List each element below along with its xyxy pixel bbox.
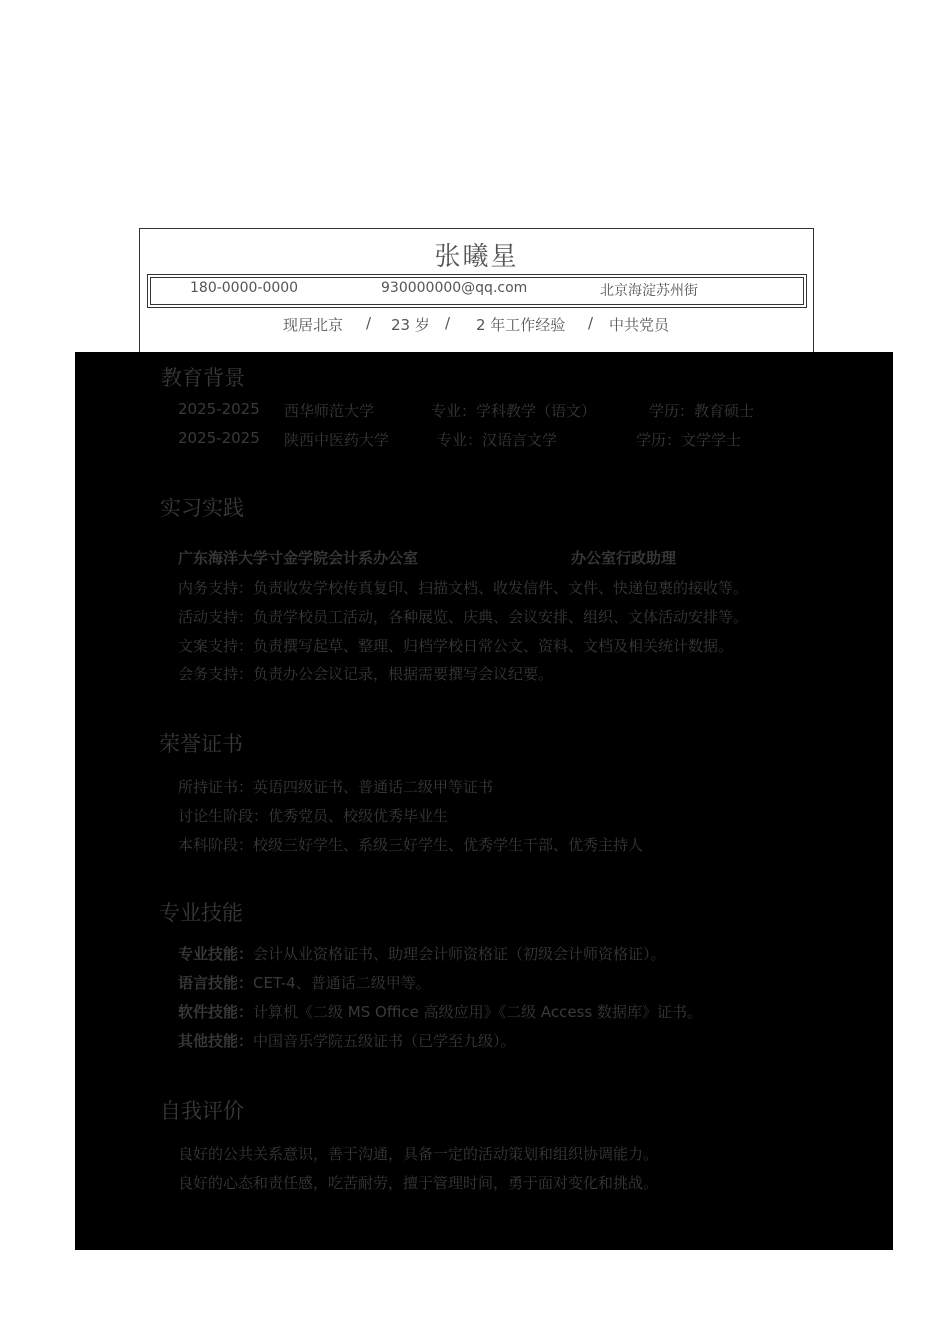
meta-separator: / (588, 314, 594, 332)
section-title-skills: 专业技能 (159, 901, 243, 925)
internship-line: 文案支持：负责撰写起草、整理、归档学校日常公文、资料、文档及相关统计数据。 (178, 637, 734, 655)
internship-org: 广东海洋大学寸金学院会计系办公室 (178, 549, 419, 567)
skill-label: 专业技能： (178, 945, 254, 963)
honor-line: 本科阶段：校级三好学生、系级三好学生、优秀学生干部、优秀主持人 (178, 836, 644, 854)
meta-party: 中共党员 (609, 316, 670, 334)
internship-role: 办公室行政助理 (571, 549, 677, 567)
meta-separator: / (366, 314, 372, 332)
meta-separator: / (445, 314, 451, 332)
skill-line (178, 972, 431, 993)
skill-label: 软件技能： (178, 1003, 254, 1021)
meta-age: 23 岁 (391, 316, 430, 334)
self-eval-line: 良好的心态和责任感，吃苦耐劳，擅于管理时间，勇于面对变化和挑战。 (178, 1174, 659, 1192)
edu-major: 专业：学科教学（语文） (431, 402, 597, 420)
edu-degree: 学历：文学学士 (636, 431, 742, 449)
section-title-self-evaluation: 自我评价 (160, 1099, 244, 1123)
edu-school: 西华师范大学 (284, 402, 375, 420)
skill-line (178, 1030, 516, 1051)
section-title-honors: 荣誉证书 (159, 732, 243, 756)
skill-label: 语言技能： (178, 974, 254, 992)
edu-years: 2025-2025 (178, 429, 260, 447)
section-title-internship: 实习实践 (160, 496, 244, 520)
skill-line (178, 943, 666, 964)
skill-label: 其他技能： (178, 1032, 254, 1050)
self-eval-line: 良好的公共关系意识，善于沟通，具备一定的活动策划和组织协调能力。 (178, 1145, 659, 1163)
contact-phone: 180-0000-0000 (190, 280, 299, 296)
honor-line: 讨论生阶段：优秀党员、校级优秀毕业生 (178, 807, 449, 825)
contact-email: 930000000@qq.com (381, 280, 528, 296)
contact-address: 北京海淀苏州街 (600, 283, 698, 299)
edu-major: 专业：汉语言文学 (437, 431, 558, 449)
edu-degree: 学历：教育硕士 (649, 402, 755, 420)
skill-text: CET-4、普通话二级甲等。 (253, 974, 431, 992)
meta-experience: 2 年工作经验 (476, 316, 566, 334)
internship-line: 会务支持：负责办公会议记录，根据需要撰写会议纪要。 (178, 665, 554, 683)
skill-text: 计算机《二级 MS Office 高级应用》《二级 Access 数据库》证书。 (253, 1003, 702, 1021)
internship-line: 活动支持：负责学校员工活动，各种展览、庆典、会议安排、组织、文体活动安排等。 (178, 608, 749, 626)
candidate-name: 张曦星 (434, 242, 519, 272)
honor-line: 所持证书：英语四级证书、普通话二级甲等证书 (178, 778, 494, 796)
edu-years: 2025-2025 (178, 400, 260, 418)
internship-line: 内务支持：负责收发学校传真复印、扫描文档、收发信件、文件、快递包裹的接收等。 (178, 579, 749, 597)
skill-text: 中国音乐学院五级证书（已学至九级）。 (253, 1032, 516, 1050)
edu-school: 陕西中医药大学 (284, 431, 390, 449)
skill-line (178, 1001, 702, 1022)
section-title-education: 教育背景 (161, 366, 245, 390)
meta-location: 现居北京 (283, 316, 344, 334)
skill-text: 会计从业资格证书、助理会计师资格证（初级会计师资格证）。 (253, 945, 666, 963)
